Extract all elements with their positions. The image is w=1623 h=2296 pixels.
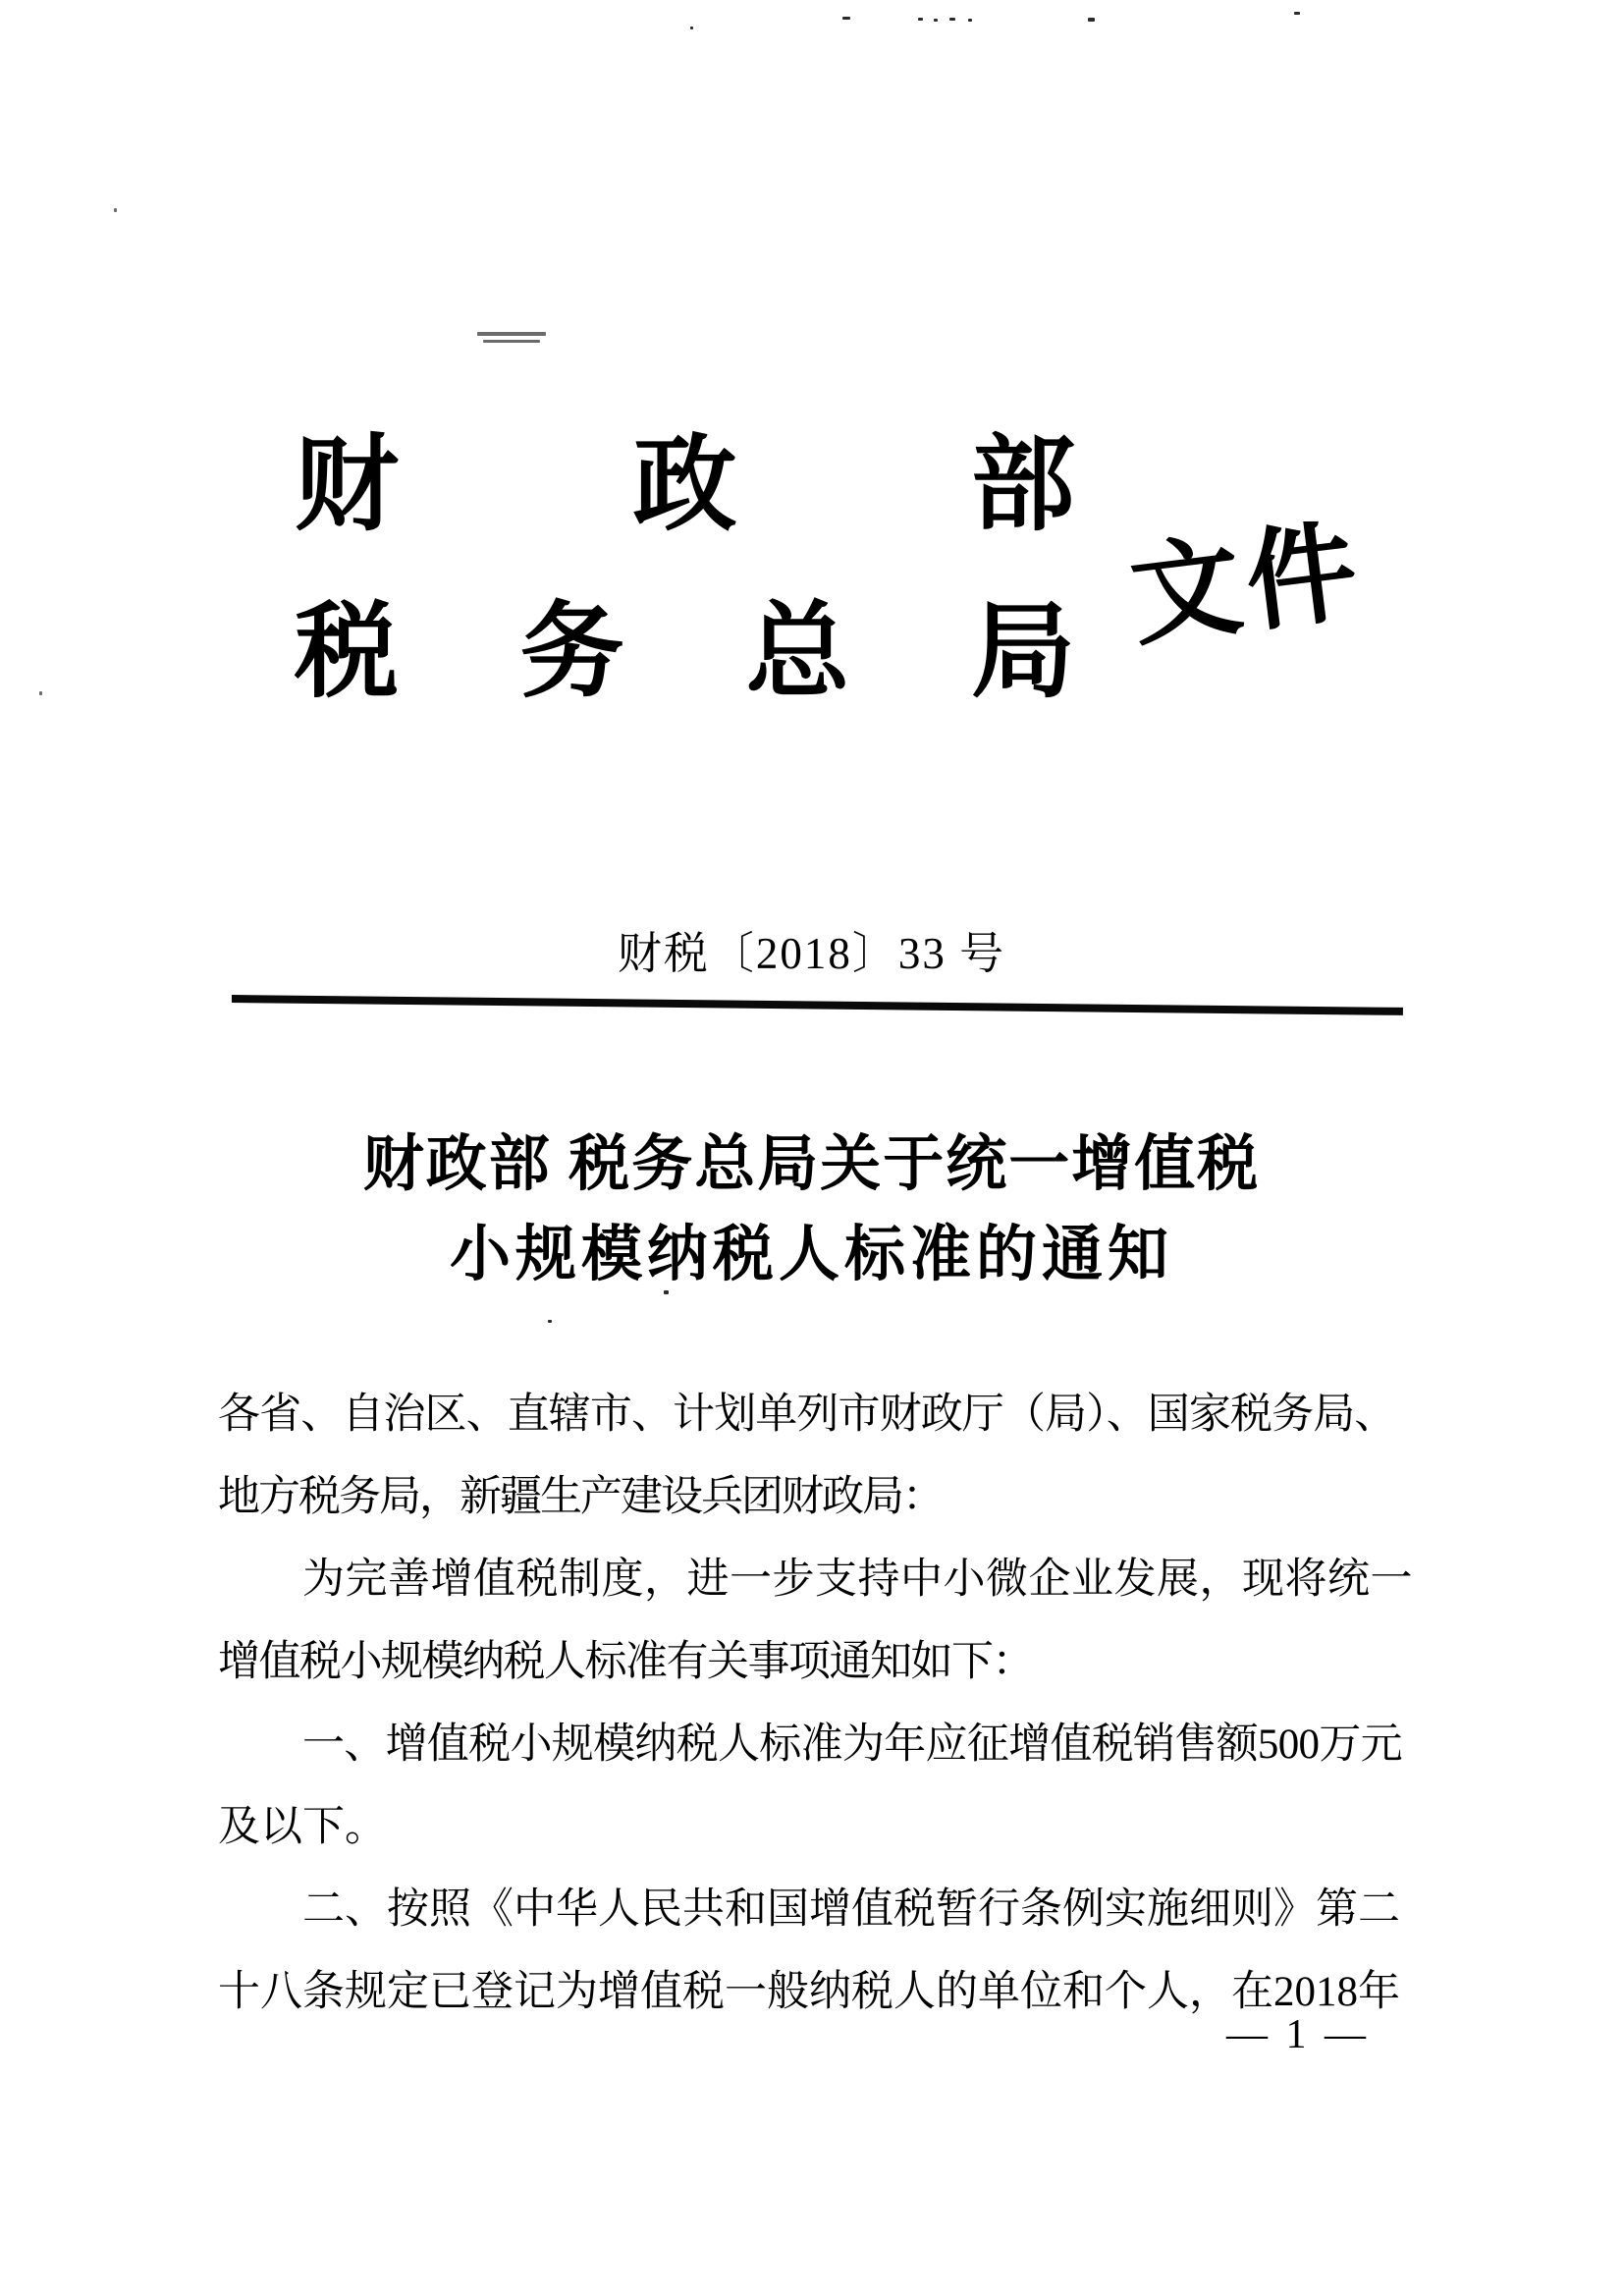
scan-artifact (1294, 12, 1300, 15)
body-line: 增值税小规模纳税人标准有关事项通知如下： (218, 1639, 1033, 1685)
agency-name-line1: 财政部 (295, 428, 1075, 543)
scan-artifact (477, 332, 546, 336)
body-line: 一、增值税小规模纳税人标准为年应征增值税销售额500万元 (302, 1722, 1402, 1768)
scan-artifact (664, 1290, 669, 1294)
scan-artifact (934, 19, 938, 22)
page-number: — 1 — (1226, 2012, 1370, 2057)
document-title-line1: 财政部 税务总局关于统一增值税 (362, 1131, 1261, 1198)
header-rule (232, 995, 1403, 1015)
body-line: 地方税务局，新疆生产建设兵团财政局： (218, 1474, 943, 1520)
scan-artifact (114, 208, 117, 212)
body-line: 十八条规定已登记为增值税一般纳税人的单位和个人，在2018年 (218, 1969, 1400, 2015)
agency-name-line2: 税务总局 (295, 595, 1075, 710)
scan-artifact (548, 1320, 552, 1323)
document-type-label: 文件 (1124, 511, 1370, 660)
body-line: 为完善增值税制度，进一步支持中小微企业发展，现将统一 (302, 1557, 1413, 1603)
document-number: 财税〔2018〕33 号 (617, 929, 1006, 978)
scan-artifact (1088, 18, 1095, 22)
scan-artifact (949, 18, 955, 21)
scan-artifact (39, 691, 42, 695)
body-line: 各省、自治区、直辖市、计划单列市财政厅（局）、国家税务局、 (218, 1392, 1396, 1438)
document-title-line2: 小规模纳税人标准的通知 (449, 1222, 1173, 1288)
body-line: 及以下。 (218, 1804, 387, 1850)
scan-artifact (690, 27, 693, 29)
document-body (218, 1374, 1413, 2034)
scan-artifact (918, 18, 923, 21)
body-line: 二、按照《中华人民共和国增值税暂行条例实施细则》第二 (302, 1886, 1400, 1933)
scan-artifact (842, 17, 850, 20)
scan-artifact (968, 19, 972, 22)
scan-artifact (483, 340, 540, 343)
